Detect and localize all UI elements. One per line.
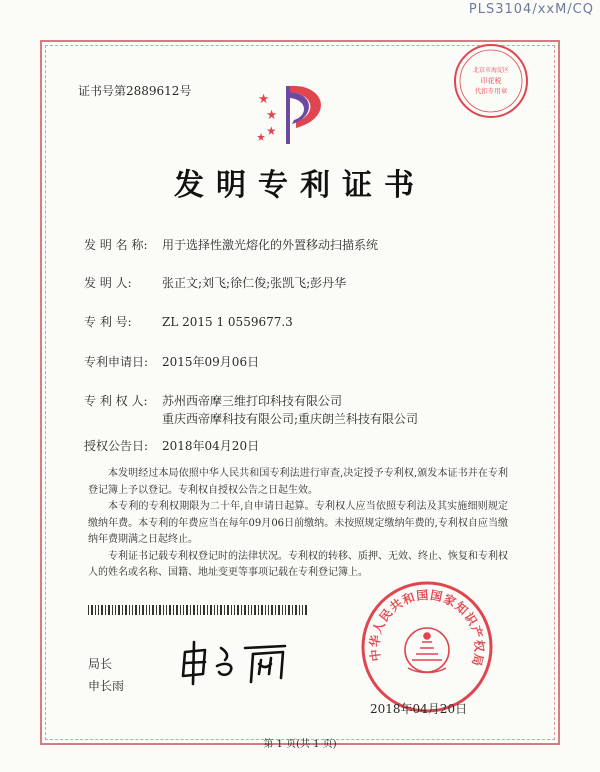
page-footer: 第 1 页(共 1 页) (263, 739, 337, 750)
tax-stamp-line3: 代扣专用章 (474, 87, 508, 95)
certificate-body (88, 466, 508, 582)
body-paragraph-3: 专利证书记载专利权登记时的法律状况。专利权的转移、质押、无效、终止、恢复和专利权人的姓名或名称、国籍、地址变更等事项记载在专利登记簿上。 (88, 550, 508, 578)
certificate-title: 发明专利证书 (174, 168, 426, 203)
barcode (88, 605, 308, 615)
invention-name-row (84, 236, 378, 253)
director-signature (175, 638, 305, 686)
patent-holder-row (84, 392, 342, 409)
patent-holder-line2: 重庆西帝摩科技有限公司;重庆朗兰科技有限公司 (162, 412, 419, 426)
certificate-number: 证书号第2889612号 (78, 84, 192, 98)
official-seal (360, 580, 494, 714)
grant-date-value: 2018年04月20日 (162, 439, 260, 453)
body-paragraph-2: 本专利的专利权期限为二十年,自申请日起算。专利权人应当依照专利法及其实施细则规定缴纳年费。本专利的年费应当在每年09月06日前缴纳。未按照规定缴纳年费的,专利权自应当缴纳年费期满之日起终止。 (88, 501, 508, 545)
patent-holder-line1: 苏州西帝摩三维打印科技有限公司 (162, 394, 343, 408)
seal-date: 2018年04月20日 (370, 702, 468, 716)
tax-stamp-line2: 印花税 (480, 77, 502, 85)
invention-name-value: 用于选择性激光熔化的外置移动扫描系统 (162, 238, 379, 252)
tax-stamp-line1: 北京市海淀区 (472, 67, 510, 74)
patent-number-label: 专 利 号: (84, 315, 132, 329)
inventor-value: 张正文;刘飞;徐仁俊;张凯飞;彭丹华 (162, 276, 347, 290)
national-emblem-icon (405, 628, 449, 673)
patent-number-row (84, 313, 293, 330)
grant-date-label: 授权公告日: (84, 439, 149, 453)
tax-stamp-seal (452, 42, 530, 120)
patent-holder-label: 专 利 权 人: (84, 394, 148, 408)
invention-name-label: 发 明 名 称: (84, 238, 148, 252)
body-paragraph-1: 本发明经过本局依照中华人民共和国专利法进行审查,决定授予专利权,颁发本证书并在专利登记簿上予以登记。专利权自授权公告之日起生效。 (88, 468, 508, 496)
inventor-label: 发 明 人: (84, 276, 132, 290)
inventor-row (84, 274, 346, 291)
grant-date-row (84, 437, 259, 454)
seal-arc-text: 中华人民共和国国家知识产权局 (367, 587, 487, 669)
handwritten-note: PLS3104/xxM/CQ (468, 2, 594, 17)
director-name: 申长雨 (88, 679, 125, 693)
filing-date-label: 专利申请日: (84, 355, 149, 369)
filing-date-value: 2015年09月06日 (162, 355, 260, 369)
filing-date-row (84, 353, 259, 370)
director-title: 局长 (88, 657, 113, 671)
patent-office-logo (256, 78, 336, 150)
patent-number-value: ZL 2015 1 0559677.3 (162, 315, 293, 329)
